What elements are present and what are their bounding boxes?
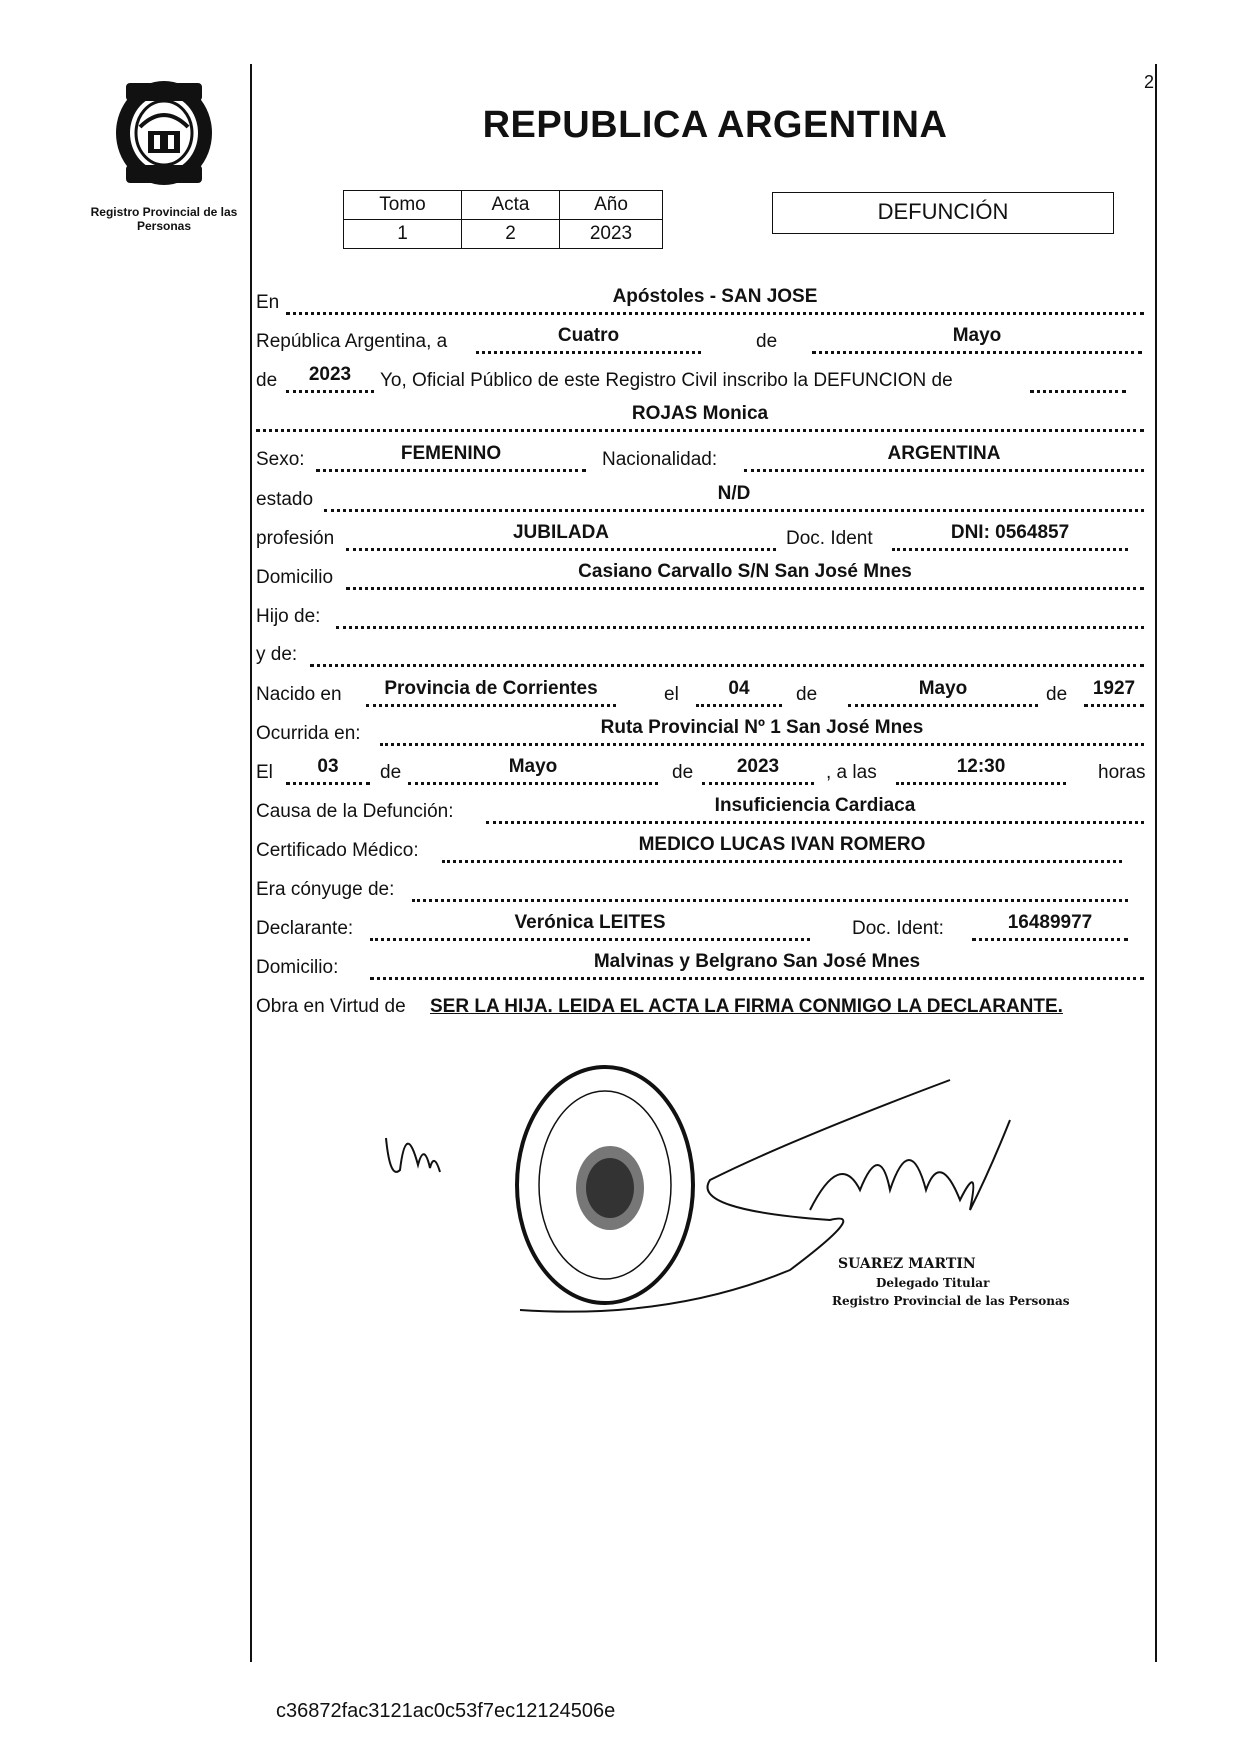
conyuge-value bbox=[412, 873, 1128, 902]
anio-header: Año bbox=[560, 191, 663, 220]
obra-label: Obra en Virtud de bbox=[256, 996, 406, 1017]
signature-stamp-area bbox=[370, 1060, 1130, 1360]
nac-dia: 04 bbox=[696, 678, 782, 707]
hijo-value bbox=[336, 600, 1144, 629]
row-en bbox=[256, 285, 1140, 315]
decl-domicilio-value: Malvinas y Belgrano San José Mnes bbox=[370, 951, 1144, 980]
de2-label: de bbox=[256, 370, 278, 391]
decl-doc-value: 16489977 bbox=[972, 912, 1128, 941]
document-type-box: DEFUNCIÓN bbox=[772, 192, 1114, 234]
page-number: 2 bbox=[1144, 72, 1155, 92]
de-label: de bbox=[756, 331, 778, 352]
certificado-value: MEDICO LUCAS IVAN ROMERO bbox=[442, 834, 1122, 863]
nacionalidad-value: ARGENTINA bbox=[744, 443, 1144, 472]
causa-label: Causa de la Defunción: bbox=[256, 801, 454, 822]
row-sexo bbox=[256, 442, 1140, 472]
row-fecha-defuncion bbox=[256, 755, 1146, 785]
def-dia: 03 bbox=[286, 756, 370, 785]
alas-label: , a las bbox=[826, 762, 877, 783]
row-obra bbox=[256, 989, 1140, 1019]
anio-value: 2023 bbox=[560, 220, 663, 249]
tomo-value: 1 bbox=[344, 220, 462, 249]
row-decl-domicilio bbox=[256, 950, 1140, 980]
row-profesion bbox=[256, 521, 1140, 551]
nac-de-label: de bbox=[796, 684, 818, 705]
nacido-value: Provincia de Corrientes bbox=[366, 678, 616, 707]
row-declarante bbox=[256, 911, 1140, 941]
row-ocurrida bbox=[256, 716, 1140, 746]
anio-value-text: 2023 bbox=[286, 364, 374, 393]
signer-name: SUAREZ MARTIN bbox=[838, 1256, 976, 1272]
obra-value: SER LA HIJA. LEIDA EL ACTA LA FIRMA CONMIGO LA DECLARANTE. bbox=[430, 996, 1063, 1017]
mes-value: Mayo bbox=[812, 325, 1142, 354]
decl-doc-label: Doc. Ident: bbox=[852, 918, 944, 939]
nac-anio: 1927 bbox=[1084, 678, 1144, 707]
causa-value: Insuficiencia Cardiaca bbox=[486, 795, 1144, 824]
acta-value: 2 bbox=[462, 220, 560, 249]
row-domicilio bbox=[256, 560, 1140, 590]
en-value: Apóstoles - SAN JOSE bbox=[286, 286, 1144, 315]
ocurrida-label: Ocurrida en: bbox=[256, 723, 361, 744]
nac-mes: Mayo bbox=[848, 678, 1038, 707]
yo-blank bbox=[1030, 364, 1126, 393]
decl-domicilio-label: Domicilio: bbox=[256, 957, 339, 978]
signer-title: Delegado Titular bbox=[876, 1276, 990, 1290]
acta-header: Acta bbox=[462, 191, 560, 220]
province-seal-logo bbox=[104, 75, 224, 190]
el-label: el bbox=[664, 684, 679, 705]
def-de2-label: de bbox=[672, 762, 694, 783]
nac-de2-label: de bbox=[1046, 684, 1068, 705]
profesion-value: JUBILADA bbox=[346, 522, 776, 551]
declarante-value: Verónica LEITES bbox=[370, 912, 810, 941]
registry-caption: Registro Provincial de las Personas bbox=[90, 205, 238, 233]
nacido-label: Nacido en bbox=[256, 684, 342, 705]
row-nacido bbox=[256, 677, 1140, 707]
row-estado bbox=[256, 482, 1140, 512]
republica-label: República Argentina, a bbox=[256, 331, 448, 352]
row-hijo bbox=[256, 599, 1140, 629]
row-conyuge bbox=[256, 872, 1140, 902]
certificado-label: Certificado Médico: bbox=[256, 840, 419, 861]
nombre-value: ROJAS Monica bbox=[256, 403, 1144, 432]
domicilio-value: Casiano Carvallo S/N San José Mnes bbox=[346, 561, 1144, 590]
document-title: REPUBLICA ARGENTINA bbox=[482, 104, 948, 146]
row-certificado bbox=[256, 833, 1140, 863]
hijo-label: Hijo de: bbox=[256, 606, 321, 627]
row-yo bbox=[256, 363, 1140, 393]
left-margin-line bbox=[250, 64, 252, 1662]
en-label: En bbox=[256, 292, 280, 313]
row-yde bbox=[256, 637, 1140, 667]
estado-value: N/D bbox=[324, 483, 1144, 512]
doc-ident-value: DNI: 0564857 bbox=[892, 522, 1128, 551]
register-table bbox=[343, 190, 663, 249]
el2-label: El bbox=[256, 762, 273, 783]
def-mes: Mayo bbox=[408, 756, 658, 785]
estado-label: estado bbox=[256, 489, 314, 510]
sexo-label: Sexo: bbox=[256, 449, 305, 470]
tomo-header: Tomo bbox=[344, 191, 462, 220]
yo-text: Yo, Oficial Público de este Registro Civil inscribo la DEFUNCION de bbox=[380, 370, 953, 391]
horas-label: horas bbox=[1098, 762, 1146, 783]
row-fecha bbox=[256, 324, 1140, 354]
profesion-label: profesión bbox=[256, 528, 335, 549]
def-de-label: de bbox=[380, 762, 402, 783]
dia-value: Cuatro bbox=[476, 325, 701, 354]
ocurrida-value: Ruta Provincial Nº 1 San José Mnes bbox=[380, 717, 1144, 746]
document-hash: c36872fac3121ac0c53f7ec12124506e bbox=[276, 1700, 616, 1722]
initials-mark bbox=[386, 1138, 440, 1172]
doc-ident-label: Doc. Ident bbox=[786, 528, 873, 549]
conyuge-label: Era cónyuge de: bbox=[256, 879, 395, 900]
declarante-label: Declarante: bbox=[256, 918, 354, 939]
right-margin-line bbox=[1155, 64, 1157, 1662]
sexo-value: FEMENINO bbox=[316, 443, 586, 472]
yde-value bbox=[310, 638, 1144, 667]
def-anio: 2023 bbox=[702, 756, 814, 785]
yde-label: y de: bbox=[256, 644, 298, 665]
signer-org: Registro Provincial de las Personas bbox=[832, 1294, 1070, 1308]
row-nombre bbox=[256, 402, 1140, 432]
nacionalidad-label: Nacionalidad: bbox=[602, 449, 718, 470]
domicilio-label: Domicilio bbox=[256, 567, 334, 588]
row-causa bbox=[256, 794, 1140, 824]
def-hora: 12:30 bbox=[896, 756, 1066, 785]
